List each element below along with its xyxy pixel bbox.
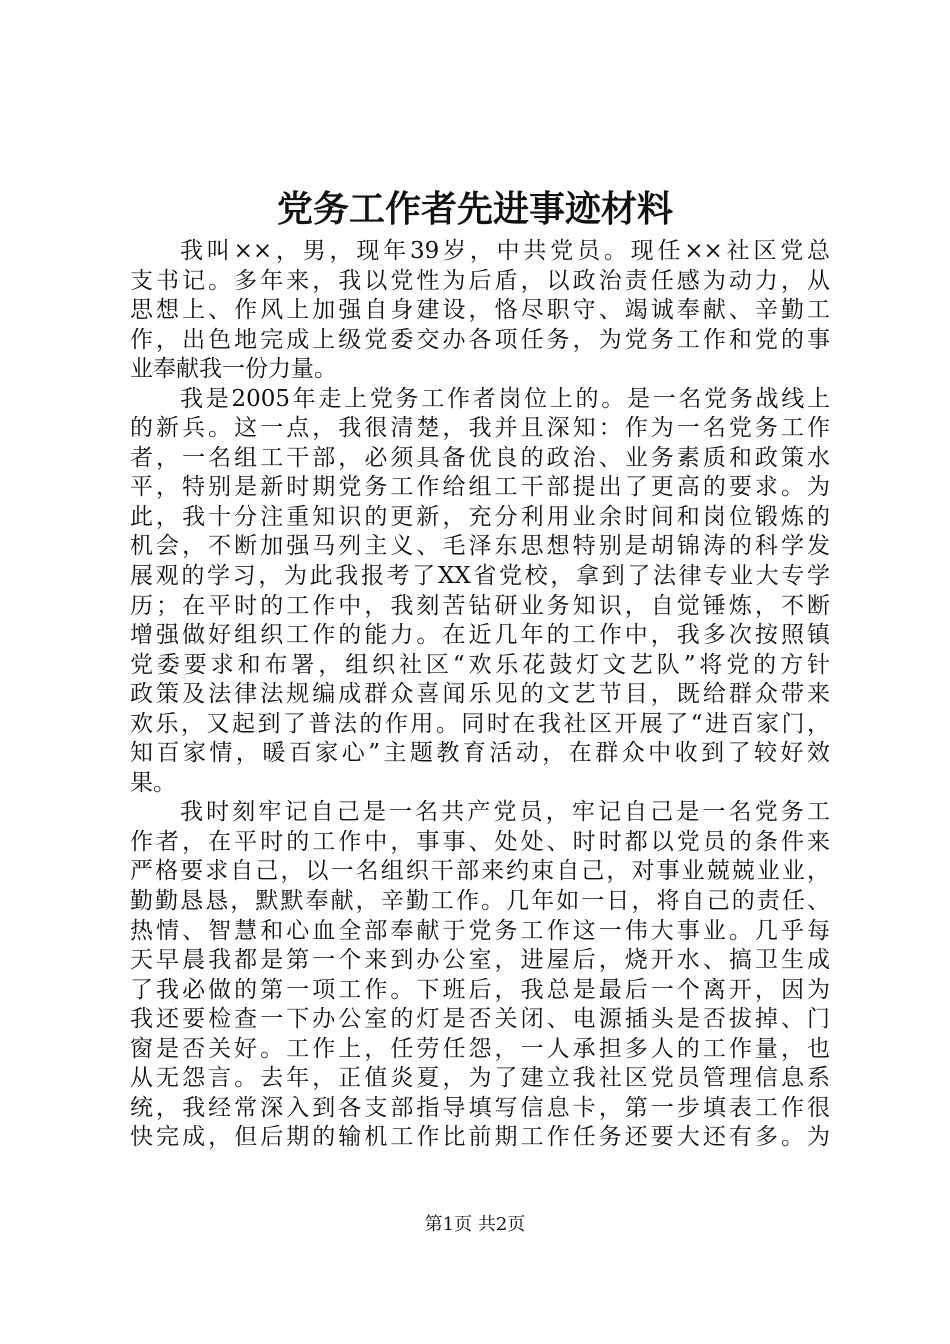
body-text-line: 者，一名组工干部，必须具备优良的政治、业务素质和政策水 [130,444,830,471]
body-text-line: 作，出色地完成上级党委交办各项任务，为党务工作和党的事 [130,326,830,353]
page-footer: 第1页 共2页 [424,1214,526,1235]
body-text-line: 党委要求和布署，组织社区“欢乐花鼓灯文艺队”将党的方针 [130,651,830,678]
body-text-line: 从无怨言。去年，正值炎夏，为了建立我社区党员管理信息系 [130,1065,830,1092]
document-title: 党务工作者先进事迹材料 [276,188,673,230]
body-text-line: 天早晨我都是第一个来到办公室，进屋后，烧开水、搞卫生成 [130,947,830,974]
body-text-line: 快完成，但后期的输机工作比前期工作任务还要大还有多。为 [130,1124,830,1151]
body-text-line: 欢乐，又起到了普法的作用。同时在我社区开展了“进百家门， [130,710,830,737]
body-text-line: 了我必做的第一项工作。下班后，我总是最后一个离开，因为 [130,976,830,1003]
body-text-line: 平，特别是新时期党务工作给组工干部提出了更高的要求。为 [130,474,830,501]
body-text-line: 统，我经常深入到各支部指导填写信息卡，第一步填表工作很 [130,1094,830,1121]
body-text-line: 此，我十分注重知识的更新，充分利用业余时间和岗位锻炼的 [130,503,830,530]
body-text-line: 政策及法律法规编成群众喜闻乐见的文艺节目，既给群众带来 [130,681,830,708]
body-text-line: 作者，在平时的工作中，事事、处处、时时都以党员的条件来 [130,828,830,855]
body-text-line: 支书记。多年来，我以党性为后盾，以政治责任感为动力，从 [130,267,830,294]
body-text-line: 知百家情，暖百家心”主题教育活动，在群众中收到了较好效 [130,740,830,767]
body-text-line: 我是2005年走上党务工作者岗位上的。是一名党务战线上 [180,385,830,412]
body-text-line: 我还要检查一下办公室的灯是否关闭、电源插头是否拔掉、门 [130,1006,830,1033]
body-text-line: 业奉献我一份力量。 [130,356,337,383]
body-text-line: 历；在平时的工作中，我刻苦钻研业务知识，自觉锤炼，不断 [130,592,830,619]
body-text-line: 窗是否关好。工作上，任劳任怨，一人承担多人的工作量，也 [130,1035,830,1062]
body-text-line: 勤勤恳恳，默默奉献，辛勤工作。几年如一日，将自己的责任、 [130,888,830,915]
body-text-line: 展观的学习，为此我报考了XX省党校，拿到了法律专业大专学 [130,563,830,590]
body-text-line: 增强做好组织工作的能力。在近几年的工作中，我多次按照镇 [130,622,830,649]
body-text-line: 机会，不断加强马列主义、毛泽东思想特别是胡锦涛的科学发 [130,533,830,560]
body-text-line: 我时刻牢记自己是一名共产党员，牢记自己是一名党务工 [180,799,830,826]
body-text-line: 的新兵。这一点，我很清楚，我并且深知：作为一名党务工作 [130,415,830,442]
document-body [130,237,830,1153]
body-text-line: 思想上、作风上加强自身建设，恪尽职守、竭诚奉献、辛勤工 [130,297,830,324]
body-text-line: 果。 [130,769,176,796]
body-text-line: 我叫××，男，现年39岁，中共党员。现任××社区党总 [180,238,830,264]
body-text-line: 严格要求自己，以一名组织干部来约束自己，对事业兢兢业业， [130,858,830,885]
body-text-line: 热情、智慧和心血全部奉献于党务工作这一伟大事业。几乎每 [130,917,830,944]
